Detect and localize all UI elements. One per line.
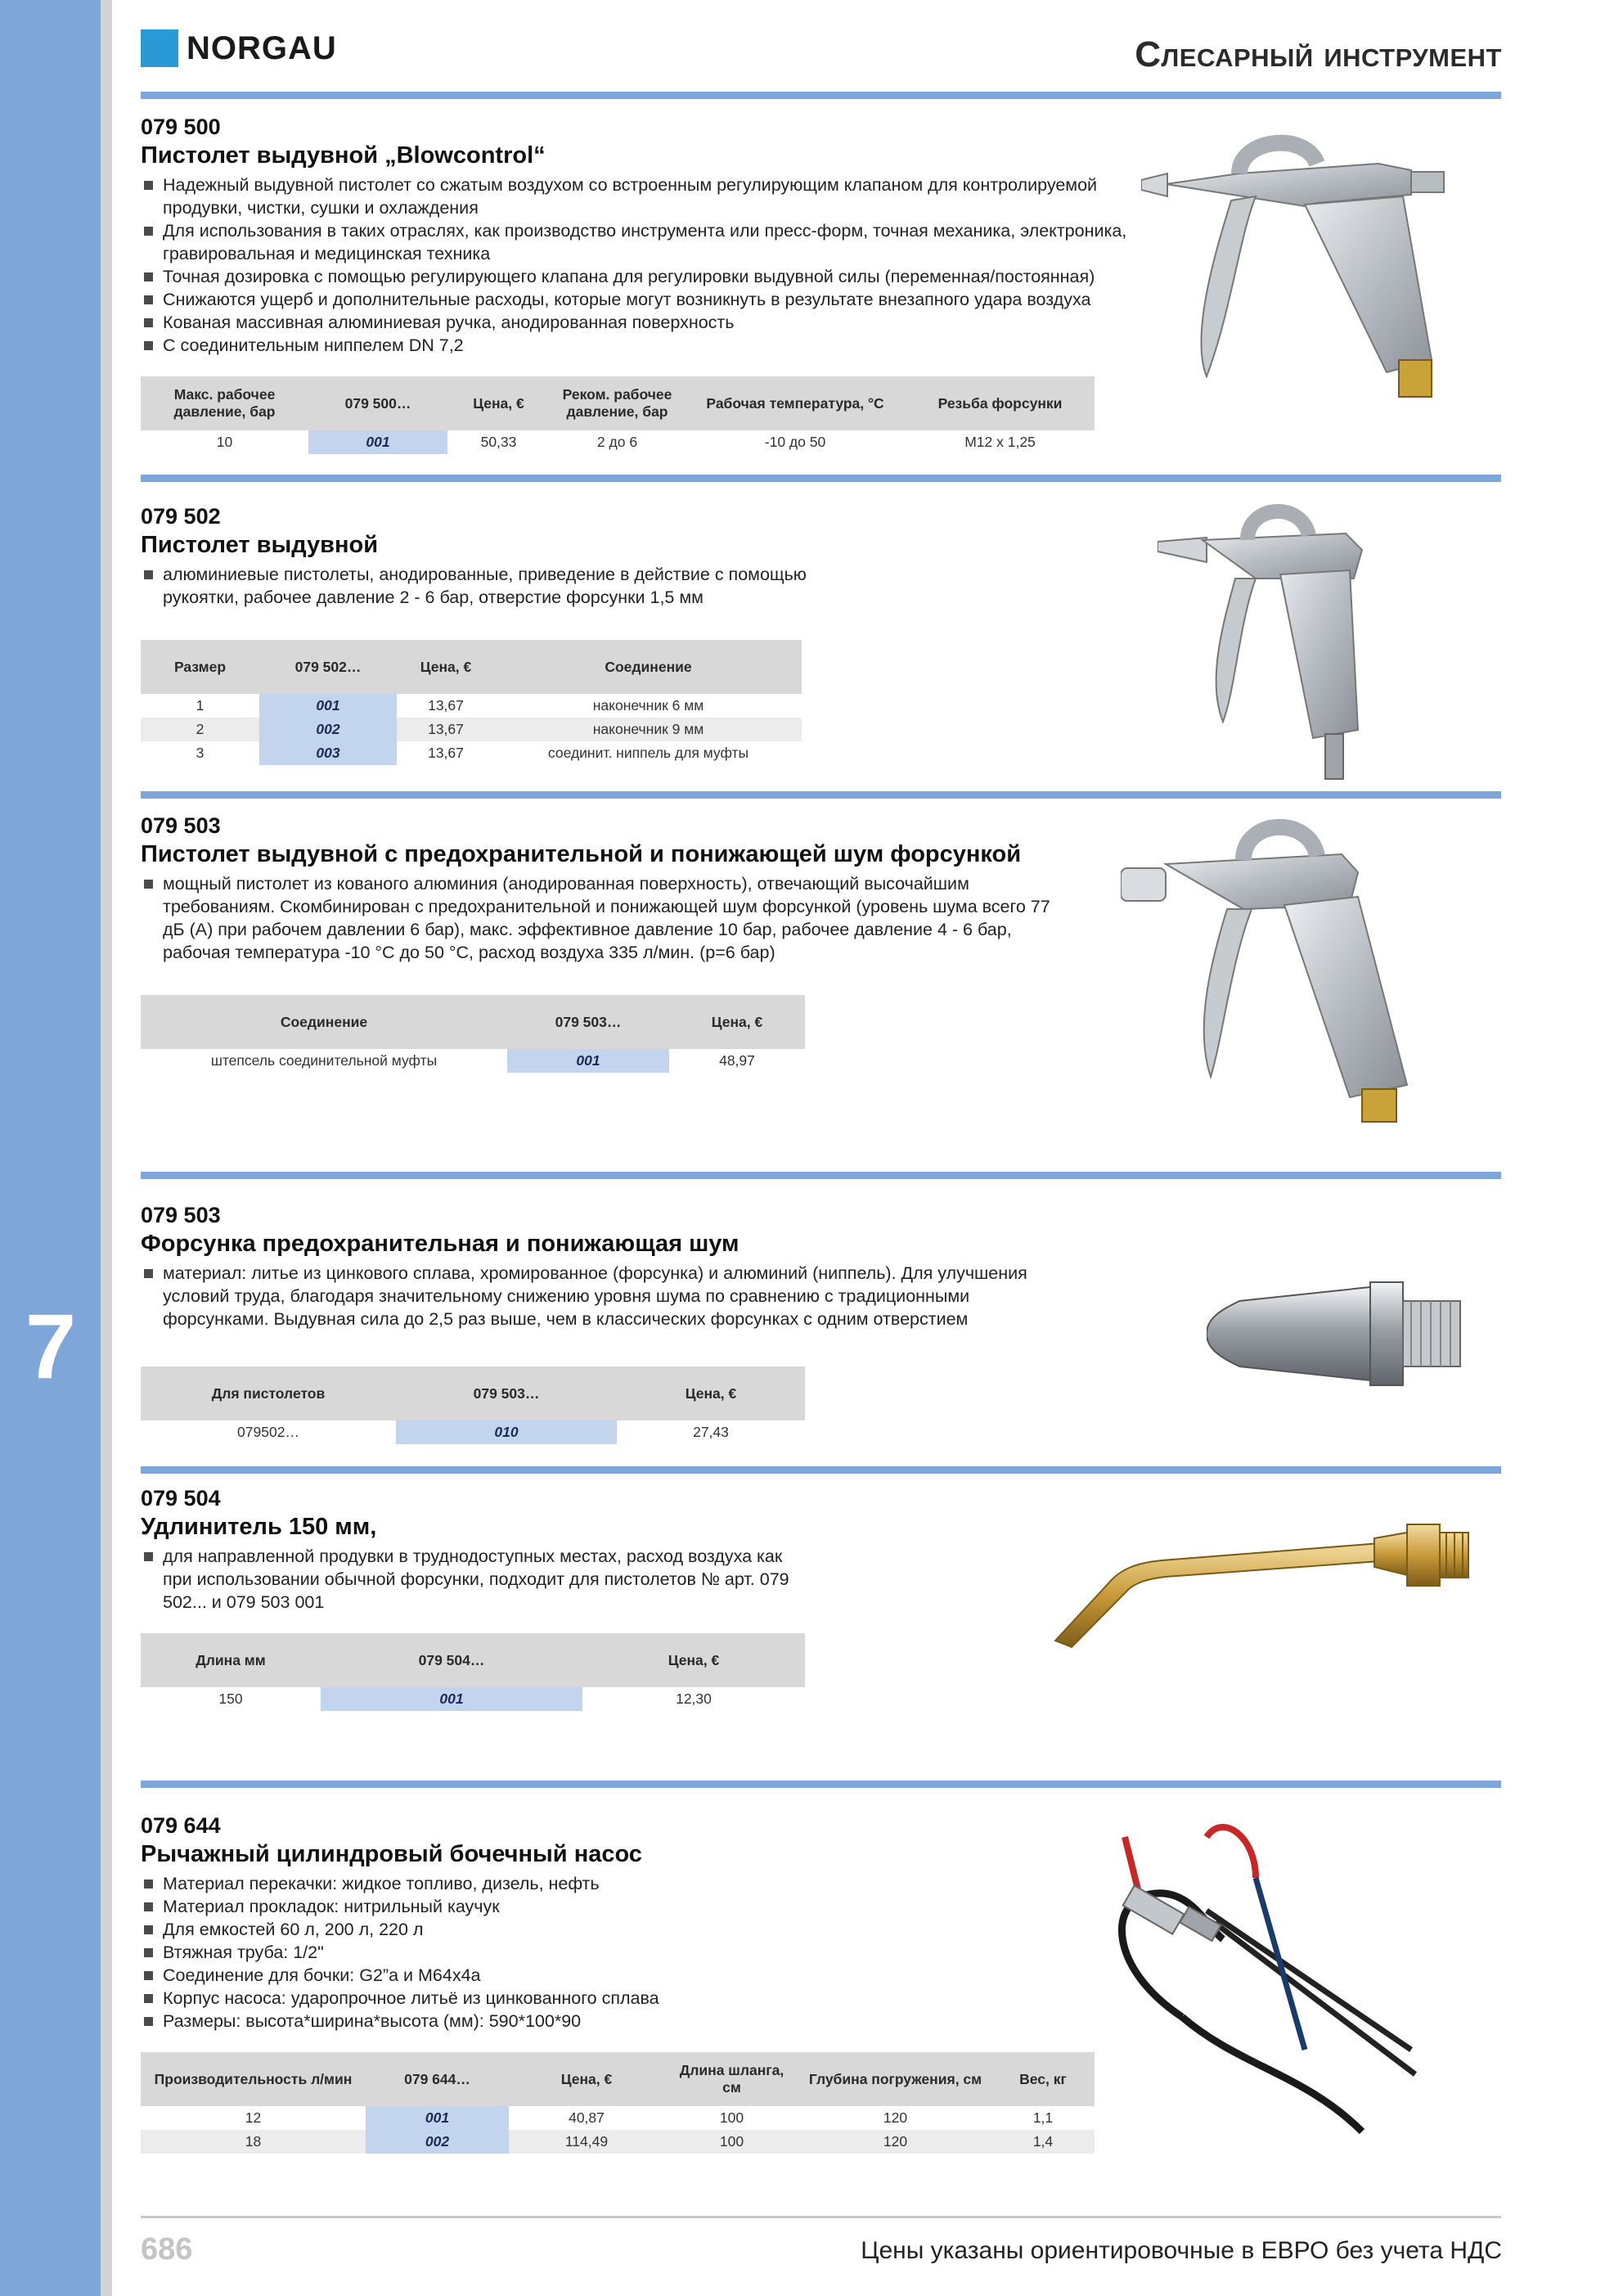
column-header: 079 644… <box>366 2052 509 2106</box>
article-number: 079 500 <box>141 115 221 139</box>
blow-gun-safety-nozzle-image <box>1121 815 1464 1142</box>
column-header: Цена, € <box>447 376 550 430</box>
order-code: 001 <box>507 1049 669 1073</box>
list-item: Корпус насоса: ударопрочное литьё из цинкованного сплава <box>141 1987 1041 2010</box>
section-rule <box>141 791 1501 799</box>
table-cell: 120 <box>883 2109 908 2126</box>
list-item: мощный пистолет из кованого алюминия (анодированная поверхность), отвечающий высочайшим требованиям. Скомбинирован с предохранительной и понижающей шум форсункой (уровень шума всего 77 дБ (А) при рабочем давлении 6 бар), макс. эффективное давление 10 бар, рабочее давление 4 - 6 бар, рабочая температура -10 °C до 50 °C, расход воздуха 335 л/мин. (р=6 бар) <box>141 872 1073 964</box>
product-079503-gun <box>141 812 1122 964</box>
table-cell: 150 <box>218 1690 243 1707</box>
list-item: С соединительным ниппелем DN 7,2 <box>141 334 1155 357</box>
column-header: Цена, € <box>617 1366 805 1420</box>
table-cell: 40,87 <box>569 2109 605 2126</box>
table-row <box>141 430 1095 454</box>
column-header: 079 503… <box>507 995 669 1049</box>
list-item: Надежный выдувной пистолет со сжатым воздухом со встроенным регулирующим клапаном для контролируемой продувки, чистки, сушки и охлаждения <box>141 173 1155 219</box>
order-code: 002 <box>366 2130 509 2154</box>
table-row <box>141 1687 805 1711</box>
column-header: Макс. рабочее давление, бар <box>141 376 308 430</box>
column-header: Длина мм <box>141 1633 321 1687</box>
spec-table <box>141 376 1095 454</box>
article-number: 079 502 <box>141 504 221 529</box>
table-cell: M12 x 1,25 <box>964 434 1036 450</box>
table-cell: 3 <box>196 745 205 761</box>
column-header: Для пистолетов <box>141 1366 396 1420</box>
blow-gun-image <box>1158 501 1419 787</box>
column-header: Реком. рабочее давление, бар <box>550 376 685 430</box>
table-row <box>141 1420 805 1444</box>
column-header: 079 502… <box>259 640 397 694</box>
column-header: Длина шланга, см <box>664 2052 799 2106</box>
list-item: Кованая массивная алюминиевая ручка, анодированная поверхность <box>141 311 1155 334</box>
logo-square-icon <box>141 29 178 67</box>
table-cell: 18 <box>141 2130 366 2154</box>
table-cell: 27,43 <box>693 1424 729 1440</box>
chapter-number: 7 <box>25 1295 77 1398</box>
column-header: 079 504… <box>321 1633 582 1687</box>
table-cell: 100 <box>719 2109 744 2126</box>
product-title: Форсунка предохранительная и понижающая шум <box>141 1231 740 1257</box>
brand-name: NORGAU <box>187 29 337 66</box>
table-cell: 13,67 <box>397 718 495 741</box>
product-title: Пистолет выдувной „Blowcontrol“ <box>141 142 546 169</box>
table-row <box>141 694 802 718</box>
table-cell: 079502… <box>237 1424 299 1440</box>
list-item: для направленной продувки в труднодоступных местах, расход воздуха как при использовании обычной форсунки, подходит для пистолетов № арт. 079 502... и 079 503 001 <box>141 1545 795 1614</box>
feature-list <box>141 173 1155 357</box>
list-item: Для использования в таких отраслях, как производство инструмента или пресс-форм, точная механика, электроника, гравировальная и медицинская техника <box>141 219 1155 265</box>
table-row <box>141 741 802 765</box>
page-title: Слесарный инструмент <box>1135 34 1502 74</box>
table-cell: 50,33 <box>480 434 517 450</box>
table-cell: 1 <box>196 697 205 714</box>
product-079503-nozzle <box>141 1201 1122 1330</box>
feature-list <box>141 1545 795 1614</box>
table-cell: 12,30 <box>676 1690 712 1707</box>
column-header: Цена, € <box>669 995 805 1049</box>
list-item: Соединение для бочки: G2”а и M64x4a <box>141 1964 1041 1987</box>
order-code: 001 <box>321 1687 582 1711</box>
footer-note: Цены указаны ориентировочные в ЕВРО без учета НДС <box>861 2237 1502 2264</box>
column-header: Размер <box>141 640 259 694</box>
spec-table <box>141 1366 805 1444</box>
article-number: 079 503 <box>141 1203 221 1227</box>
product-title: Удлинитель 150 мм, <box>141 1514 377 1540</box>
product-079504 <box>141 1484 959 1614</box>
table-cell: 1,4 <box>991 2130 1095 2154</box>
column-header: Производительность л/мин <box>141 2052 366 2106</box>
table-cell: 48,97 <box>719 1052 755 1069</box>
order-code: 001 <box>259 694 397 718</box>
blow-gun-blowcontrol-image <box>1141 131 1468 413</box>
list-item: Точная дозировка с помощью регулирующего клапана для регулировки выдувной силы (переменная/постоянная) <box>141 265 1155 288</box>
table-cell: 100 <box>664 2130 799 2154</box>
feature-list <box>141 872 1073 964</box>
table-cell: 13,67 <box>428 745 464 761</box>
list-item: Снижаются ущерб и дополнительные расходы, которые могут возникнуть в результате внезапного удара воздуха <box>141 288 1155 311</box>
brand-logo <box>141 29 337 67</box>
table-cell: 2 <box>141 718 259 741</box>
table-row <box>141 1049 805 1073</box>
footer-rule <box>141 2216 1501 2218</box>
table-cell: 13,67 <box>428 697 464 714</box>
order-code: 001 <box>308 430 447 454</box>
list-item: Материал перекачки: жидкое топливо, дизель, нефть <box>141 1872 1041 1895</box>
table-row <box>141 2130 1095 2154</box>
table-cell: 1,1 <box>1032 2109 1054 2126</box>
feature-list <box>141 1872 1041 2033</box>
order-code: 010 <box>396 1420 617 1444</box>
table-cell: -10 до 50 <box>764 434 826 450</box>
list-item: алюминиевые пистолеты, анодированные, приведение в действие с помощью рукоятки, рабочее давление 2 - 6 бар, отверстие форсунки 1,5 мм <box>141 563 812 609</box>
table-row <box>141 718 802 741</box>
table-cell: 120 <box>799 2130 991 2154</box>
order-code: 003 <box>259 741 397 765</box>
column-header: Соединение <box>141 995 507 1049</box>
section-rule <box>141 1466 1501 1474</box>
article-number: 079 503 <box>141 813 221 838</box>
section-rule <box>141 1172 1501 1179</box>
feature-list <box>141 1262 1073 1330</box>
spec-table <box>141 640 802 765</box>
section-rule <box>141 1781 1501 1788</box>
extension-tube-image <box>1047 1518 1472 1649</box>
list-item: Для емкостей 60 л, 200 л, 220 л <box>141 1918 1041 1941</box>
order-code: 002 <box>259 718 397 741</box>
table-cell: штепсель соединительной муфты <box>210 1052 438 1069</box>
column-header: 079 500… <box>308 376 447 430</box>
table-row <box>141 2106 1095 2130</box>
sidebar-edge <box>101 0 112 2296</box>
column-header: Рабочая температура, °C <box>685 376 906 430</box>
product-079502 <box>141 502 1122 609</box>
column-header: Цена, € <box>582 1633 805 1687</box>
order-code: 001 <box>366 2106 509 2130</box>
table-cell: 12 <box>245 2109 262 2126</box>
column-header: Цена, € <box>397 640 495 694</box>
column-header: Резьба форсунки <box>906 376 1095 430</box>
list-item: Размеры: высота*ширина*высота (мм): 590*100*90 <box>141 2010 1041 2033</box>
list-item: Материал прокладок: нитрильный каучук <box>141 1895 1041 1918</box>
table-cell: соединит. ниппель для муфты <box>547 745 749 761</box>
header-rule <box>141 92 1501 99</box>
column-header: Соединение <box>495 640 802 694</box>
column-header: Вес, кг <box>991 2052 1095 2106</box>
section-rule <box>141 475 1501 482</box>
product-079644 <box>141 1812 1041 2033</box>
product-title: Пистолет выдувной <box>141 532 379 558</box>
table-cell: 2 до 6 <box>596 434 638 450</box>
column-header: Глубина погружения, см <box>799 2052 991 2106</box>
list-item: Втяжная труба: 1/2" <box>141 1941 1041 1964</box>
spec-table <box>141 995 805 1073</box>
barrel-pump-image <box>1092 1804 1436 2148</box>
table-cell: наконечник 9 мм <box>495 718 802 741</box>
product-title: Рычажный цилиндровый бочечный насос <box>141 1841 642 1867</box>
table-cell: наконечник 6 мм <box>592 697 704 714</box>
table-cell: 114,49 <box>509 2130 664 2154</box>
spec-table <box>141 2052 1095 2154</box>
article-number: 079 644 <box>141 1813 221 1838</box>
chapter-sidebar <box>0 0 101 2296</box>
spec-table <box>141 1633 805 1711</box>
product-079500 <box>141 113 1155 357</box>
column-header: 079 503… <box>396 1366 617 1420</box>
article-number: 079 504 <box>141 1486 221 1510</box>
product-title: Пистолет выдувной с предохранительной и понижающей шум форсункой <box>141 841 1022 867</box>
column-header: Цена, € <box>509 2052 664 2106</box>
page-number: 686 <box>141 2232 193 2267</box>
list-item: материал: литье из цинкового сплава, хромированное (форсунка) и алюминий (ниппель). Для улучшения условий труда, благодаря значительному снижению уровня шума по сравнению с традиционными форсунками. Выдувная сила до 2,5 раз выше, чем в классических форсунках с одним отверстием <box>141 1262 1073 1330</box>
table-cell: 10 <box>216 434 233 450</box>
safety-nozzle-image <box>1207 1272 1468 1395</box>
feature-list <box>141 563 812 609</box>
